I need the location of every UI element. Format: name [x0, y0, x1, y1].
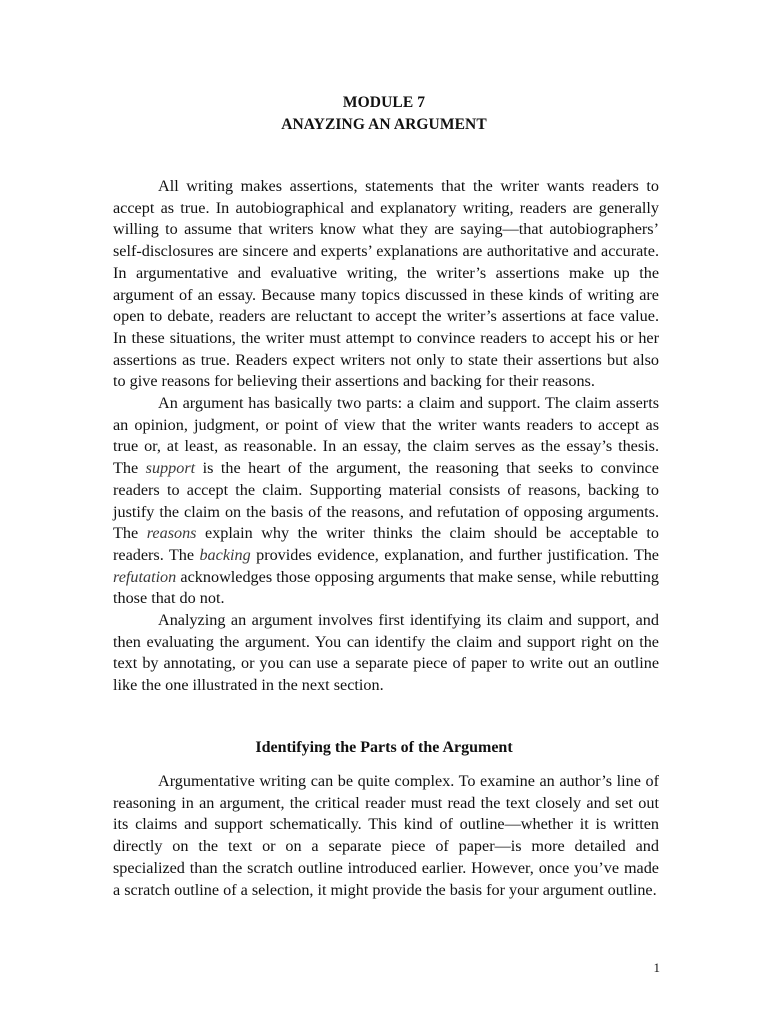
module-number: MODULE 7 — [342, 94, 426, 111]
term-refutation: refutation — [113, 567, 177, 586]
intro-section — [113, 176, 659, 697]
paragraph-argumentative-writing: Argumentative writing can be quite complex. To examine an author’s line of reasoning in an argument, the critical reader must read the text closely and set out its claims and support schematically. This kind of outline—whether it is written directly on the text or on a separate piece of paper—is more detailed and specialized than the scratch outline introduced earlier. However, once you’ve made a scratch outline of a selection, it might provide the basis for your argument outline. — [113, 772, 659, 899]
module-title: ANAYZING AN ARGUMENT — [281, 116, 487, 133]
paragraph-argument-parts-text-3: explain why the writer thinks the claim should be acceptable to readers. The — [113, 524, 660, 564]
paragraph-argument-parts-text-1: An argument has basically two parts: a claim and support. The claim asserts an opinion, judgment, or point of view that the writer wants readers to accept as true or, at least, as reasonable. In an essay, the claim serves as the essay’s thesis. The — [113, 394, 659, 478]
paragraph-argument-parts-text-5: acknowledges those opposing arguments that make sense, while rebutting those that do not. — [113, 567, 659, 608]
page-number: 1 — [653, 960, 660, 975]
section-heading: Identifying the Parts of the Argument — [255, 739, 513, 756]
term-backing: backing — [199, 545, 251, 564]
paragraph-argument-parts — [113, 393, 659, 610]
term-support: support — [145, 459, 196, 478]
paragraph-analyzing: Analyzing an argument involves first identifying its claim and support, and then evaluating the argument. You can identify the claim and support right on the text by annotating, or you can use a separate piece of paper to write out an outline like the one illustrated in the next section. — [113, 611, 659, 695]
term-reasons: reasons — [146, 524, 197, 543]
parts-section — [113, 771, 659, 901]
paragraph-argument-parts-text-2: is the heart of the argument, the reasoning that seeks to convince readers to accept the claim. Supporting material consists of reasons, backing to justify the claim on the basis of the reasons, and refutation of opposing arguments. The — [113, 459, 659, 543]
paragraph-assertions: All writing makes assertions, statements that the writer wants readers to accept as true. In autobiographical and explanatory writing, readers are generally willing to assume that writers know what they are saying—that autobiographers’ self-disclosures are sincere and experts’ explanations are authoritative and accurate. In argumentative and evaluative writing, the writer’s assertions make up the argument of an essay. Because many topics discussed in these kinds of writing are open to debate, readers are reluctant to accept the writer’s assertions at face value. In these situations, the writer must attempt to convince readers to accept his or her assertions as true. Readers expect writers not only to state their assertions but also to give reasons for believing their assertions and backing for their reasons. — [113, 177, 659, 391]
paragraph-argument-parts-text-4: provides evidence, explanation, and further justification. The — [250, 545, 659, 564]
